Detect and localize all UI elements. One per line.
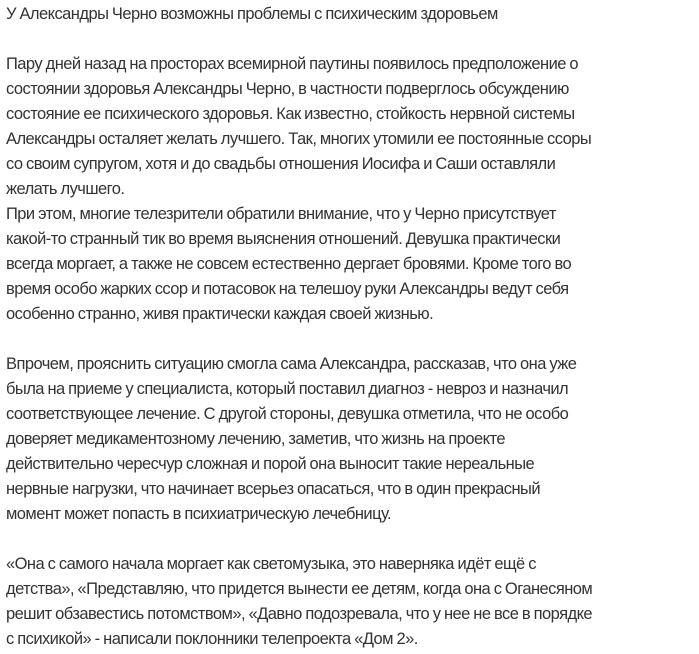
paragraph-line: Пару дней назад на просторах всемирной паутины появилось предположение о	[6, 55, 579, 73]
spacer	[6, 527, 699, 552]
paragraph	[6, 352, 699, 527]
paragraph-line: состоянии здоровья Александры Черно, в частности подверглось обсуждению	[6, 80, 569, 98]
paragraph-line: момент может попасть в психиатрическую лечебницу.	[6, 505, 392, 523]
paragraph-line: соответствующее лечение. С другой стороны, девушка отметила, что не особо	[6, 405, 569, 423]
paragraph-line: всегда моргает, а также не совсем естественно дергает бровями. Кроме того во	[6, 255, 572, 273]
paragraph-line: нервные нагрузки, что начинает всерьез опасаться, что в один прекрасный	[6, 480, 540, 498]
paragraph-line: состояние ее психического здоровья. Как известно, стойкость нервной системы	[6, 105, 575, 123]
paragraph	[6, 52, 699, 327]
paragraph-line: была на приеме у специалиста, который поставил диагноз - невроз и назначил	[6, 380, 569, 398]
paragraph-line: время особо жарких ссор и потасовок на телешоу руки Александры ведут себя	[6, 280, 569, 298]
paragraph-line: детства», «Представляю, что придется вынести ее детям, когда она с Оганесяном	[6, 580, 593, 598]
paragraph-line: Александры осталяет желать лучшего. Так, многих утомили ее постоянные ссоры	[6, 130, 592, 148]
article-title: У Александры Черно возможны проблемы с психическим здоровьем	[6, 5, 498, 23]
paragraph-line: желать лучшего.	[6, 180, 125, 198]
spacer	[6, 27, 699, 52]
paragraph-line: особенно странно, живя практически каждая своей жизнью.	[6, 305, 434, 323]
paragraph-line: какой-то странный тик во время выяснения отношений. Девушка практически	[6, 230, 561, 248]
paragraph-line: действительно чересчур сложная и порой она выносит такие нереальные	[6, 455, 535, 473]
paragraph-line: «Она с самого начала моргает как светомузыка, это наверняка идёт ещё с	[6, 555, 536, 573]
paragraph-line: При этом, многие телезрители обратили внимание, что у Черно присутствует	[6, 205, 556, 223]
spacer	[6, 327, 699, 352]
paragraph-line: со своим супругом, хотя и до свадьбы отношения Иосифа и Саши оставляли	[6, 155, 556, 173]
article-body	[6, 52, 699, 652]
paragraph	[6, 552, 699, 652]
paragraph-line: доверяет медикаментозному лечению, заметив, что жизнь на проекте	[6, 430, 505, 448]
paragraph-line: Впрочем, прояснить ситуацию смогла сама Александра, рассказав, что она уже	[6, 355, 577, 373]
paragraph-line: с психикой» - написали поклонники телепроекта «Дом 2».	[6, 630, 418, 648]
paragraph-line: решит обзавестись потомством», «Давно подозревала, что у нее не все в порядке	[6, 605, 593, 623]
